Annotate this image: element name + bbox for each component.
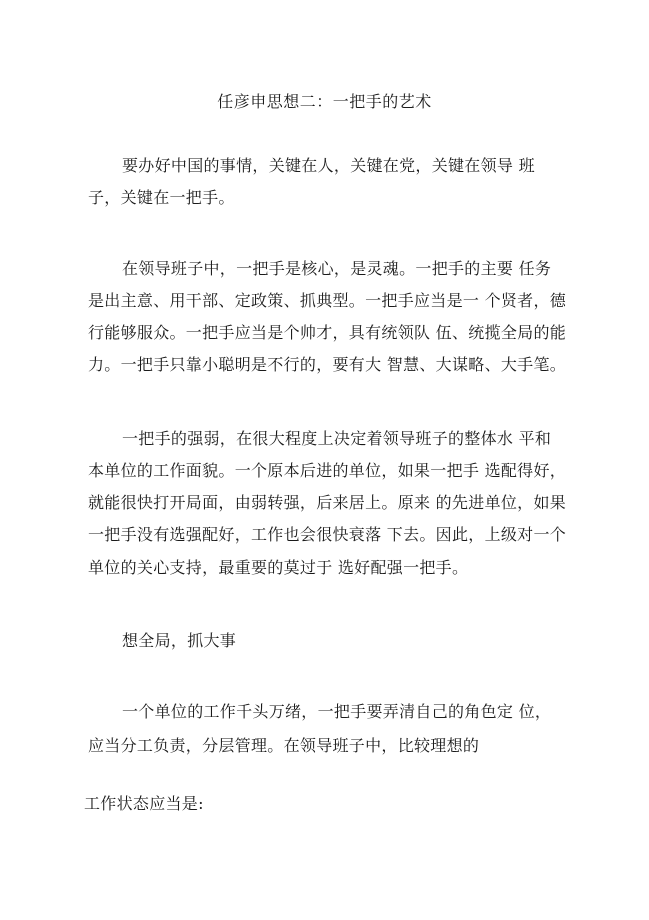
paragraph-3-line-4: 一把手没有选强配好，工作也会很快衰落 下去。因此，上级对一个 xyxy=(88,525,567,544)
paragraph-2-line-3: 行能够服众。一把手应当是个帅才，具有统领队 伍、统揽全局的能 xyxy=(88,323,567,342)
document-title: 任彦申思想二：一把手的艺术 xyxy=(217,92,432,111)
paragraph-4-line-1: 一个单位的工作千头万绪，一把手要弄清自己的角色定 位， xyxy=(122,702,552,721)
paragraph-3-line-3: 就能很快打开局面，由弱转强，后来居上。原来 的先进单位，如果 xyxy=(88,493,567,512)
paragraph-3-line-1: 一把手的强弱，在很大程度上决定着领导班子的整体水 平和 xyxy=(122,429,552,448)
paragraph-2-line-1: 在领导班子中，一把手是核心，是灵魂。一把手的主要 任务 xyxy=(122,259,552,278)
section-heading: 想全局，抓大事 xyxy=(122,631,237,650)
paragraph-1-line-2: 子，关键在一把手。 xyxy=(88,188,235,207)
paragraph-1-line-1: 要办好中国的事情，关键在人，关键在党，关键在领导 班 xyxy=(122,156,535,175)
paragraph-2-line-4: 力。一把手只靠小聪明是不行的，要有大 智慧、大谋略、大手笔。 xyxy=(88,355,567,374)
paragraph-3-line-5: 单位的关心支持，最重要的莫过于 选好配强一把手。 xyxy=(88,558,469,577)
paragraph-4-line-2: 应当分工负责，分层管理。在领导班子中，比较理想的 xyxy=(88,736,480,755)
paragraph-2-line-2: 是出主意、用干部、定政策、抓典型。一把手应当是一 个贤者，德 xyxy=(88,291,567,310)
paragraph-5-line-1: 工作状态应当是: xyxy=(84,794,204,813)
paragraph-3-line-2: 本单位的工作面貌。一个原本后进的单位，如果一把手 选配得好， xyxy=(88,461,567,480)
